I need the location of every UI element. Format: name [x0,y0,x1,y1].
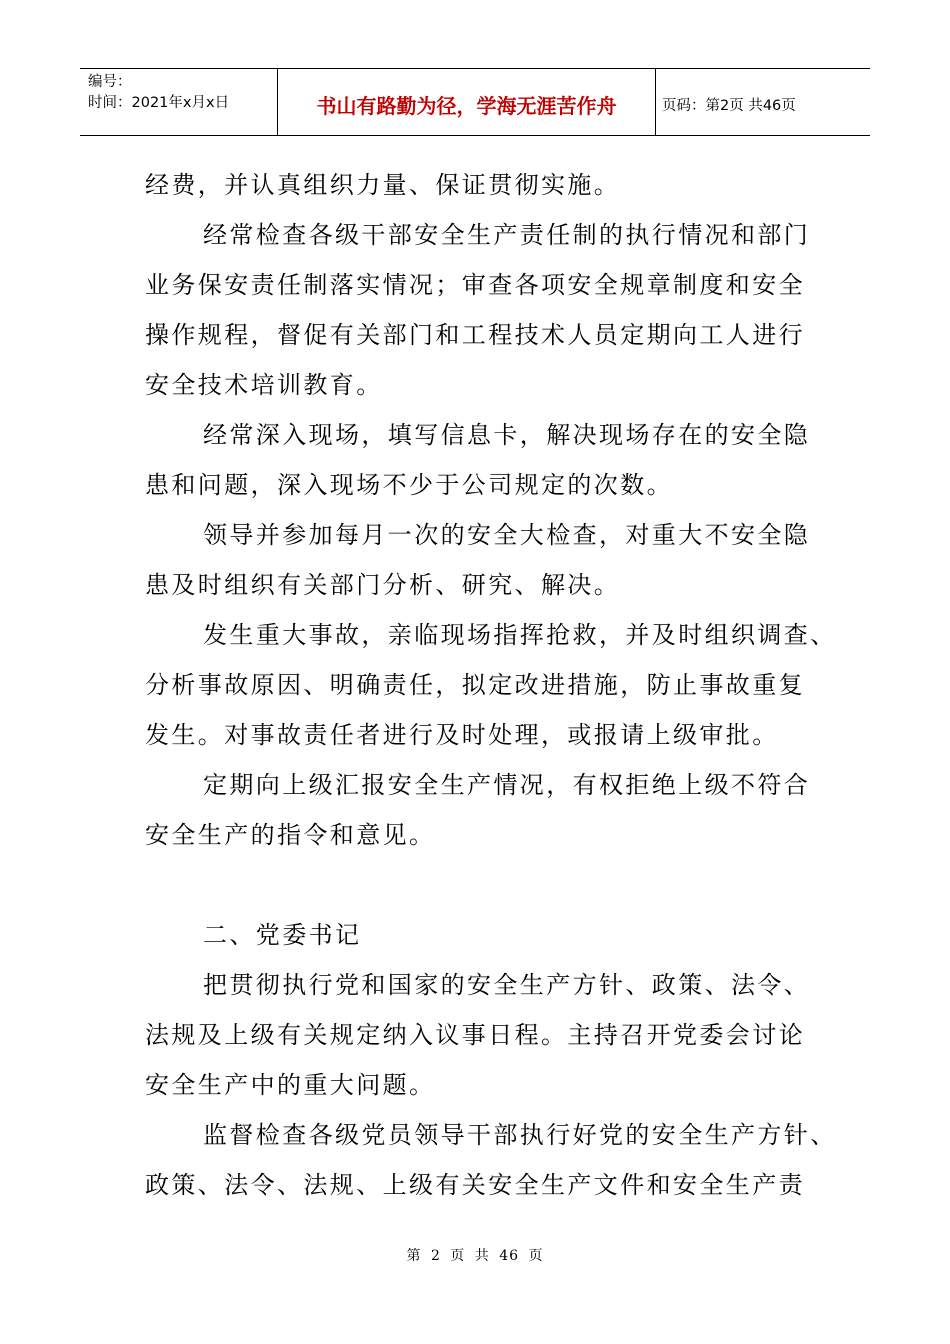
paragraph-line: 安全生产的指令和意见。 [145,821,436,849]
paragraph-line: 安全生产中的重大问题。 [145,1071,436,1099]
document-body [145,160,837,1210]
page-footer: 第 2 页 共 46 页 [406,1248,544,1264]
paragraph-line: 经常深入现场，填写信息卡，解决现场存在的安全隐 [203,421,811,449]
paragraph-line: 安全技术培训教育。 [145,371,383,399]
paragraph-line: 监督检查各级党员领导干部执行好党的安全生产方针、 [203,1121,837,1149]
header-motto: 书山有路勤为径，学海无涯苦作舟 [278,69,656,135]
document-number-label: 编号： [88,74,132,90]
document-date-label: 时间：2021年x月x日 [88,95,230,111]
paragraph-line: 把贯彻执行党和国家的安全生产方针、政策、法令、 [203,971,811,999]
paragraph-line: 经费，并认真组织力量、保证贯彻实施。 [145,171,621,199]
paragraph-line: 业务保安责任制落实情况；审查各项安全规章制度和安全 [145,271,805,299]
paragraph-line: 患和问题，深入现场不少于公司规定的次数。 [145,471,673,499]
paragraph-line: 法规及上级有关规定纳入议事日程。主持召开党委会讨论 [145,1021,805,1049]
paragraph-line: 发生。对事故责任者进行及时处理，或报请上级审批。 [145,721,779,749]
paragraph-line: 经常检查各级干部安全生产责任制的执行情况和部门 [203,221,811,249]
blank-line [145,860,815,910]
header-meta [80,69,278,135]
paragraph-line: 发生重大事故，亲临现场指挥抢救，并及时组织调查、 [203,621,837,649]
page-header [80,68,870,136]
paragraph-line: 政策、法令、法规、上级有关安全生产文件和安全生产责 [145,1171,805,1199]
paragraph-line: 分析事故原因、明确责任，拟定改进措施，防止事故重复 [145,671,805,699]
paragraph-line: 操作规程，督促有关部门和工程技术人员定期向工人进行 [145,321,805,349]
paragraph-line: 患及时组织有关部门分析、研究、解决。 [145,571,621,599]
paragraph-line: 领导并参加每月一次的安全大检查，对重大不安全隐 [203,521,811,549]
paragraph-line: 定期向上级汇报安全生产情况，有权拒绝上级不符合 [203,771,811,799]
paragraph-line: 二、党委书记 [203,921,362,949]
header-page-number: 页码：第2页 共46页 [662,97,796,114]
